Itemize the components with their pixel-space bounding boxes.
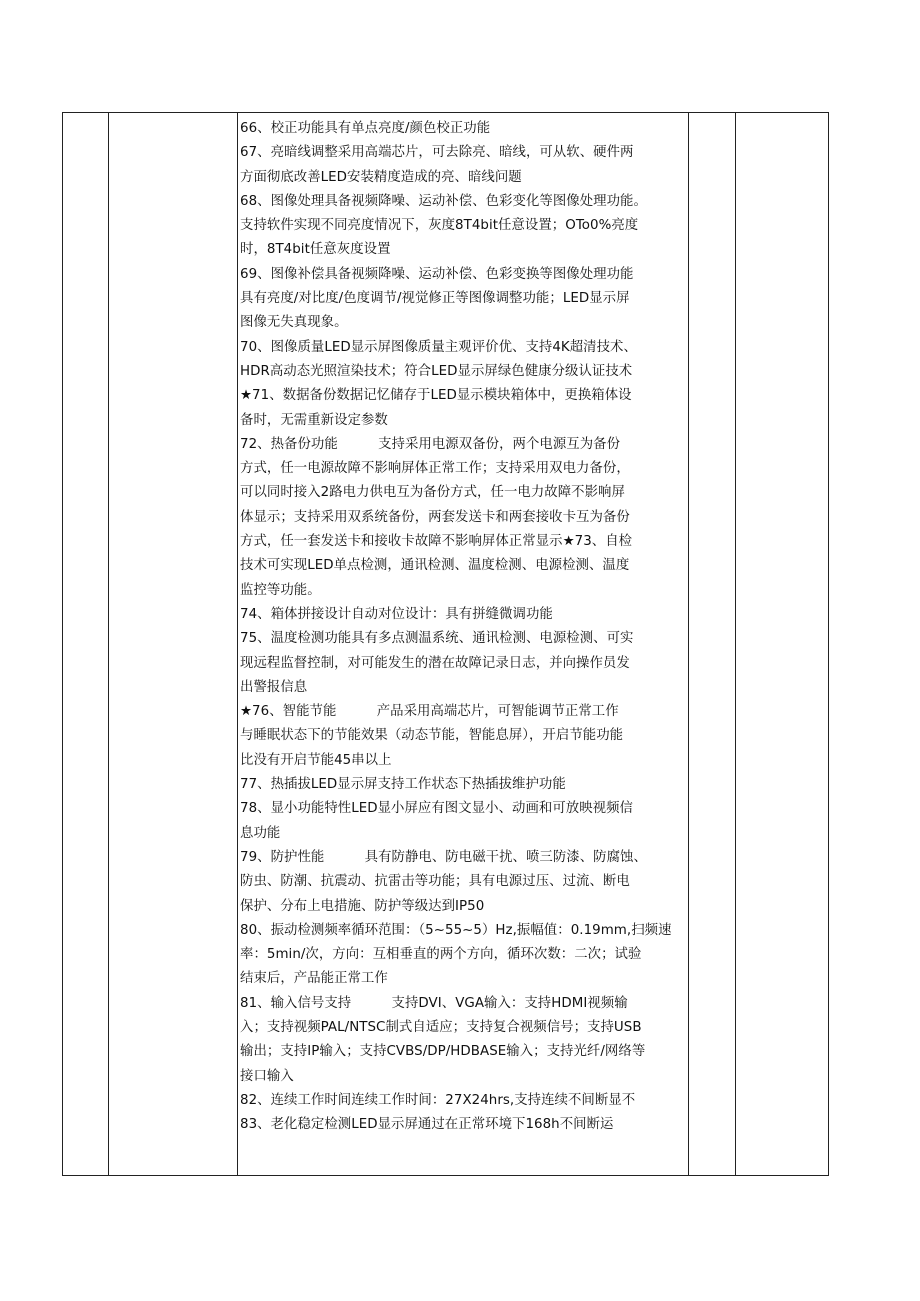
text-line: 出警报信息 [240,679,308,695]
text-line: 结束后，产品能正常工作 [240,971,388,987]
text-line: 74、箱体拼接设计自动对位设计：具有拼缝微调功能 [240,606,553,622]
text-line: ★71、数据备份数据记忆储存于LED显示模块箱体中，更换箱体设 [240,388,632,404]
text-line: 接口输入 [240,1068,294,1084]
text-line: 68、图像处理具备视频降噪、运动补偿、色彩变化等图像处理功能。 [240,193,647,209]
text-line: 支持软件实现不同亮度情况下，灰度8T4bit任意设置；OTo0%亮度 [240,218,639,234]
text-line: 75、温度检测功能具有多点测温系统、通讯检测、电源检测、可实 [240,631,634,647]
text-line: 时，8T4bit任意灰度设置 [240,242,391,258]
text-line: 66、校正功能具有单点亮度/颜色校正功能 [240,121,491,136]
text-line: 78、显小功能特性LED显小屏应有图文显小、动画和可放映视频信 [240,801,633,817]
text-line: 监控等功能。 [240,582,321,598]
text-line: 备时，无需重新设定参数 [240,412,388,428]
item-name-cell [109,113,238,1176]
text-line: 方面彻底改善LED安装精度造成的亮、暗线问题 [240,169,522,185]
text-line: HDR高动态光照渲染技术；符合LED显示屏绿色健康分级认证技术 [240,363,633,379]
text-line: 比没有开启节能45串以上 [240,752,392,768]
text-line: 77、热插拔LED显示屏支持工作状态下热插拔维护功能 [240,777,566,793]
text-line: 图像无失真现象。 [240,315,348,331]
text-line: 体显示；支持采用双系统备份，两套发送卡和两套接收卡互为备份 [240,509,630,525]
text-line: 72、热备份功能 支持采用电源双备份，两个电源互为备份 [240,436,621,452]
text-line: 83、老化稳定检测LED显示屏通过在正常环境下168h不间断运 [240,1117,614,1133]
text-line: 息功能 [240,825,281,841]
text-line: 率：5min/次，方向：互相垂直的两个方向，循环次数：二次；试验 [240,947,642,963]
requirements-text [238,113,688,1137]
text-line: 方式，任一电源故障不影响屏体正常工作；支持采用双电力备份， [240,461,630,477]
text-line: ★76、智能节能 产品采用高端芯片，可智能调节正常工作 [240,704,619,720]
table-row [63,113,829,1176]
text-line: 可以同时接入2路电力供电互为备份方式，任一电力故障不影响屏 [240,485,625,501]
text-line: 输出；支持IP输入；支持CVBS/DP/HDBASE输入；支持光纤/网络等 [240,1044,646,1060]
text-line: 70、图像质量LED显示屏图像质量主观评价优、支持4K超清技术、 [240,339,637,355]
text-line: 与睡眠状态下的节能效果（动态节能，智能息屏），开启节能功能 [240,728,624,744]
text-line: 80、振动检测频率循环范围：（5~55~5）Hz,振幅值：0.19mm,扫频速 [240,922,672,938]
text-line: 67、亮暗线调整采用高端芯片，可去除亮、暗线，可从软、硬件两 [240,145,634,161]
text-line: 入；支持视频PAL/NTSC制式自适应；支持复合视频信号；支持USB [240,1019,642,1035]
text-line: 69、图像补偿具备视频降噪、运动补偿、色彩变换等图像处理功能 [240,266,634,282]
remarks-cell [736,113,829,1176]
spec-table [62,112,829,1176]
text-line: 82、连续工作时间连续工作时间：27X24hrs,支持连续不间断显不 [240,1092,636,1108]
index-cell [63,113,109,1176]
text-line: 79、防护性能 具有防静电、防电磁干扰、喷三防漆、防腐蚀、 [240,849,647,865]
text-line: 81、输入信号支持 支持DVI、VGA输入：支持HDMI视频输 [240,995,628,1011]
text-line: 方式，任一套发送卡和接收卡故障不影响屏体正常显示★73、自检 [240,534,633,550]
text-line: 保护、分布上电措施、防护等级达到IP50 [240,898,485,914]
quantity-cell [689,113,736,1176]
text-line: 防虫、防潮、抗震动、抗雷击等功能；具有电源过压、过流、断电 [240,874,630,890]
text-line: 现远程监督控制，对可能发生的潜在故障记录日志，并向操作员发 [240,655,630,671]
requirements-cell [238,113,689,1176]
text-line: 具有亮度/对比度/色度调节/视觉修正等图像调整功能；LED显示屏 [240,291,630,307]
text-line: 技术可实现LED单点检测，通讯检测、温度检测、电源检测、温度 [240,558,630,574]
